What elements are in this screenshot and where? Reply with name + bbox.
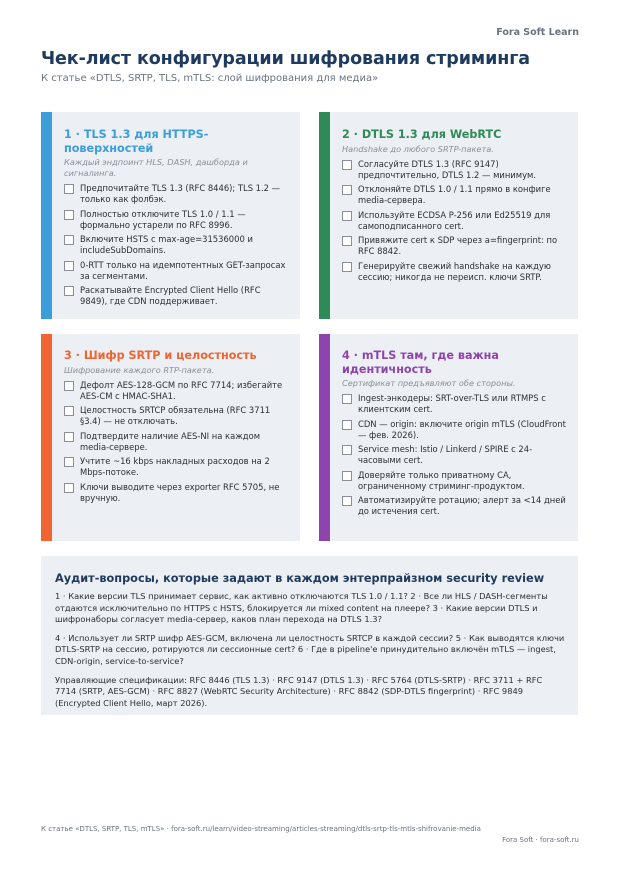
checklist-item — [64, 183, 290, 205]
footer-credit: Fora Soft · fora-soft.ru — [502, 836, 579, 844]
audit-title: Аудит-вопросы, которые задают в каждом энтерпрайзном security review — [55, 572, 545, 585]
card-title: 1 · TLS 1.3 для HTTPS-поверхностей — [64, 128, 209, 155]
checklist-item — [64, 260, 290, 282]
checkbox[interactable] — [64, 210, 74, 220]
checkbox[interactable] — [342, 420, 352, 430]
checklist-item — [342, 184, 568, 206]
checkbox[interactable] — [342, 394, 352, 404]
checklist-item — [64, 405, 290, 427]
checklist — [342, 393, 568, 517]
checklist-item-text: Отклоняйте DTLS 1.0 / 1.1 прямо в конфиге media-сервера. — [358, 184, 551, 205]
checklist-item — [342, 235, 568, 257]
checklist-item-text: CDN — origin: включите origin mTLS (CloudFront — фев. 2026). — [358, 418, 566, 440]
checklist-item-text: Подтвердите наличие AES-NI на каждом media-сервере. — [80, 430, 261, 452]
audit-paragraph: 4 · Использует ли SRTP шифр AES-GCM, включена ли целостность SRTCP в каждой сессии? 5 · Как выводятся ключи DTLS-SRTP на сессию, ротируются ли сессионные cert? 6 · Где в pipeline'е принудительно включён mTLS — ingest, CDN-origin, service-to-service? — [55, 632, 565, 666]
checkbox[interactable] — [342, 185, 352, 195]
checklist-item — [342, 210, 568, 232]
checklist-item — [64, 431, 290, 453]
checkbox[interactable] — [342, 262, 352, 272]
checkbox[interactable] — [64, 184, 74, 194]
checklist-item — [64, 456, 290, 478]
checklist-card-mtls — [319, 334, 578, 541]
checklist-card-dtls — [319, 112, 578, 319]
checklist-item — [342, 470, 568, 492]
footer-source-link[interactable]: К статье «DTLS, SRTP, TLS, mTLS» · fora-soft.ru/learn/video-streaming/articles-streaming/dtls-srtp-tls-mtls-shifrovanie-media — [41, 825, 481, 833]
checkbox[interactable] — [342, 211, 352, 221]
checkbox[interactable] — [64, 235, 74, 245]
checklist-item-text: 0-RTT только на идемпотентных GET-запросах за сегментами. — [80, 259, 286, 281]
checkbox[interactable] — [64, 381, 74, 391]
checklist-item-text: Service mesh: Istio / Linkerd / SPIRE с 24-часовыми cert. — [358, 444, 533, 465]
card-title: 2 · DTLS 1.3 для WebRTC — [342, 128, 502, 141]
checklist-item — [342, 444, 568, 466]
checklist-item-text: Учтите ~16 kbps накладных расходов на 2 Mbps-потоке. — [80, 456, 270, 477]
card-title: 4 · mTLS там, где важна идентичность — [342, 349, 499, 376]
checklist-item — [342, 393, 568, 415]
checklist-item — [342, 159, 568, 181]
checkbox[interactable] — [342, 160, 352, 170]
checklist-item — [342, 419, 568, 441]
checklist-item — [342, 261, 568, 283]
checklist — [64, 183, 290, 307]
brand-label: Fora Soft Learn — [496, 27, 579, 38]
checkbox[interactable] — [342, 496, 352, 506]
checkbox[interactable] — [342, 236, 352, 246]
checklist-item — [342, 495, 568, 517]
checkbox[interactable] — [64, 483, 74, 493]
checklist-item-text: Дефолт AES-128-GCM по RFC 7714; избегайте AES-CM с HMAC-SHA1. — [80, 379, 283, 401]
checklist-item-text: Предпочитайте TLS 1.3 (RFC 8446); TLS 1.2 — только как фолбэк. — [80, 183, 281, 204]
checklist — [342, 159, 568, 283]
checklist-item-text: Доверяйте только приватному CA, ограниченному стриминг-продуктом. — [358, 469, 525, 491]
card-title: 3 · Шифр SRTP и целостность — [64, 349, 257, 362]
checklist-item-text: Генерируйте свежий handshake на каждую сессию; никогда не переисп. ключи SRTP. — [358, 260, 551, 282]
card-hint: Шифрование каждого RTP-пакета. — [64, 364, 215, 375]
checklist-item-text: Целостность SRTCP обязательна (RFC 3711 §3.4) — не отключать. — [80, 405, 271, 426]
checklist-item-text: Привяжите cert к SDP через a=fingerprint: по RFC 8842. — [358, 235, 558, 256]
checkbox[interactable] — [342, 445, 352, 455]
checklist-item-text: Ключи выводите через exporter RFC 5705, не вручную. — [80, 481, 280, 503]
checklist-item-text: Используйте ECDSA P-256 или Ed25519 для самоподписанного cert. — [358, 209, 551, 231]
checkbox[interactable] — [64, 432, 74, 442]
audit-paragraph: 1 · Какие версии TLS принимает сервис, как активно отключаются TLS 1.0 / 1.1? 2 · Все ли HLS / DASH-сегменты отдаются исключительно по HTTPS с HSTS, блокируется ли mixed content на плеере? 3 · Какие версии DTLS и шифронаборы согласует media-сервер, каков план перехода на DTLS 1.3? — [55, 591, 548, 625]
checklist-item — [64, 234, 290, 256]
page-title: Чек-лист конфигурации шифрования стриминга — [41, 49, 530, 69]
audit-specs: Управляющие спецификации: RFC 8446 (TLS 1.3) · RFC 9147 (DTLS 1.3) · RFC 5764 (DTLS-SRTP) · RFC 3711 + RFC 7714 (SRTP, AES-GCM) · RFC 8827 (WebRTC Security Architecture) · RFC 8842 (SDP-DTLS fingerprint) · RFC 9849 (Encrypted Client Hello, март 2026). — [55, 674, 543, 708]
checkbox[interactable] — [342, 471, 352, 481]
card-accent-bar — [41, 334, 52, 541]
checklist-item — [64, 482, 290, 504]
checklist-item-text: Включите HSTS с max-age=31536000 и includeSubDomains. — [80, 234, 253, 255]
checklist-item-text: Ingest-энкодеры: SRT-over-TLS или RTMPS с клиентским cert. — [358, 393, 546, 414]
checklist-item — [64, 285, 290, 307]
checkbox[interactable] — [64, 406, 74, 416]
checklist-item-text: Полностью отключите TLS 1.0 / 1.1 — формально устарели по RFC 8996. — [80, 208, 246, 230]
checkbox[interactable] — [64, 261, 74, 271]
checklist-item — [64, 209, 290, 231]
checklist-item — [64, 380, 290, 402]
card-accent-bar — [41, 112, 52, 319]
checklist-card-srtp — [41, 334, 300, 541]
card-hint: Handshake до любого SRTP-пакета. — [342, 143, 494, 154]
checklist-card-tls — [41, 112, 300, 319]
checklist-item-text: Согласуйте DTLS 1.3 (RFC 9147) предпочтительно, DTLS 1.2 — минимум. — [358, 158, 537, 180]
page-subtitle: К статье «DTLS, SRTP, TLS, mTLS: слой шифрования для медиа» — [41, 73, 379, 84]
card-hint: Каждый эндпоинт HLS, DASH, дашборда и сигналинга. — [64, 157, 248, 178]
audit-questions-panel — [41, 556, 578, 715]
card-hint: Сертификат предъявляют обе стороны. — [342, 378, 516, 388]
checklist — [64, 380, 290, 504]
checkbox[interactable] — [64, 457, 74, 467]
checklist-item-text: Автоматизируйте ротацию; алерт за <14 дней до истечения cert. — [358, 495, 566, 516]
card-accent-bar — [319, 112, 330, 319]
checkbox[interactable] — [64, 286, 74, 296]
checklist-item-text: Раскатывайте Encrypted Client Hello (RFC 9849), где CDN поддерживает. — [80, 285, 261, 306]
card-accent-bar — [319, 334, 330, 541]
